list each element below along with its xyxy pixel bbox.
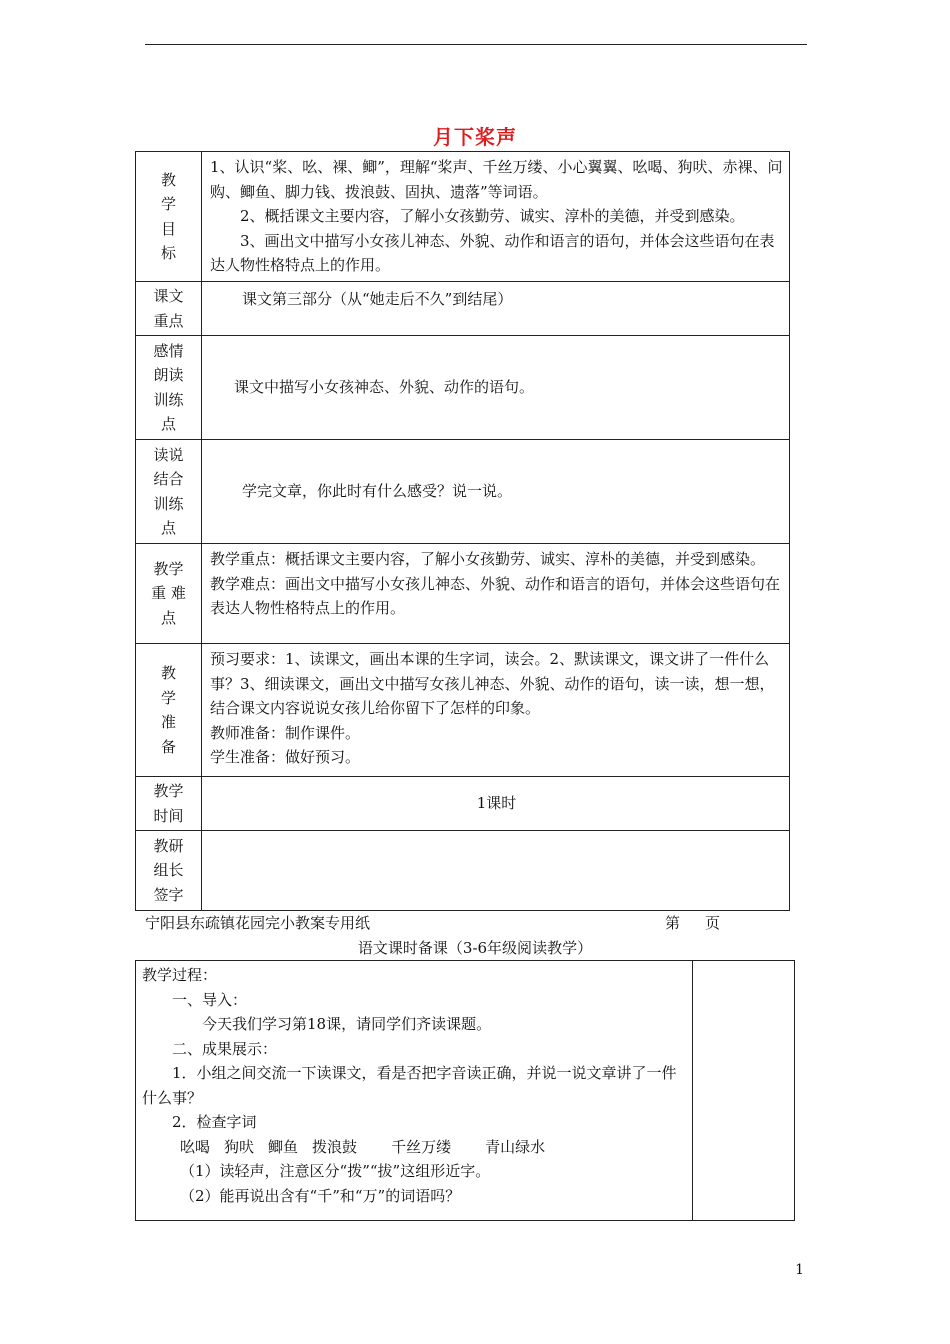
label-line: 时间 (153, 806, 184, 825)
process-heading: 教学过程： (142, 966, 218, 984)
intro-text: 今天我们学习第18课，请同学们齐读课题。 (202, 1015, 492, 1033)
label-line: 训练 (153, 390, 184, 409)
table-row (136, 440, 790, 544)
key-point: 教学重点：概括课文主要内容，了解小女孩勤劳、诚实、淳朴的美德，并受到感染。 (210, 550, 766, 568)
row-label-emotion (136, 336, 202, 440)
student-prep: 学生准备：做好预习。 (210, 748, 361, 766)
section-intro: 一、导入： (172, 990, 248, 1009)
page-number: 1 (795, 1262, 804, 1278)
goal-item-2: 2、概括课文主要内容，了解小女孩勤劳、诚实、淳朴的美德，并受到感染。 (240, 207, 745, 225)
signature-field (202, 831, 790, 911)
teacher-prep: 教师准备：制作课件。 (210, 723, 361, 742)
word: 鲫鱼 (268, 1137, 299, 1156)
preview-requirements: 预习要求：1、读课文，画出本课的生字词，读会。2、默读课文，课文讲了一件什么事？3、细读课文，画出文中描写女孩儿神态、外貌、动作的语句，读一读，想一想，结合课文内容说说女孩儿给你留下了怎样的印象。 (210, 650, 775, 717)
word: 青山绿水 (485, 1137, 546, 1156)
row-label-prep (136, 644, 202, 777)
label-line: 朗读 (153, 366, 184, 384)
section-subtitle: 语文课时备课（3-6年级阅读教学） (357, 939, 593, 957)
emotion-content: 课文中描写小女孩神态、外貌、动作的语句。 (202, 336, 790, 440)
label-line: 点 (160, 608, 176, 627)
page-footer (145, 912, 765, 933)
word-list (142, 1135, 688, 1160)
row-label-goal (136, 152, 202, 282)
word: 拨浪鼓 (312, 1137, 358, 1156)
row-label-sign (136, 831, 202, 911)
table-row (136, 831, 790, 911)
label-line: 重 难 (151, 584, 186, 603)
row-label-speak (136, 440, 202, 544)
label-line: 组长 (153, 861, 184, 880)
label-line: 训练 (153, 494, 184, 513)
question-1: （1）读轻声，注意区分“拨”“拔”这组形近字。 (180, 1162, 491, 1180)
label-line: 签字 (153, 885, 184, 904)
label-line: 点 (160, 415, 176, 433)
school-name: 宁阳县东疏镇花园完小教案专用纸 (145, 914, 371, 932)
difficult-point: 教学难点：画出文中描写小女孩儿神态、外貌、动作和语言的语句，并体会这些语句在表达人物性格特点上的作用。 (210, 574, 781, 617)
goal-content (202, 152, 790, 282)
label-line: 教 (160, 664, 176, 682)
table-row (136, 336, 790, 440)
lesson-plan-table (135, 151, 790, 911)
question-2: （2）能再说出含有“千”和“万”的词语吗？ (180, 1186, 461, 1205)
label-line: 备 (160, 737, 176, 756)
notes-column (693, 961, 795, 1221)
focus-content: 课文第三部分（从“她走后不久”到结尾） (202, 282, 790, 336)
goal-item-1: 1、认识“桨、吆、裸、鲫”，理解“桨声、千丝万缕、小心翼翼、吆喝、狗吠、赤裸、问购、鲫鱼、脚力钱、拨浪鼓、固执、遗落”等词语。 (210, 158, 783, 201)
goal-item-3: 3、画出文中描写小女孩儿神态、外貌、动作和语言的语句，并体会这些语句在表达人物性格特点上的作用。 (210, 231, 775, 274)
label-line: 教学 (153, 782, 184, 800)
row-label-focus (136, 282, 202, 336)
word: 狗吠 (224, 1137, 255, 1156)
process-content (136, 961, 693, 1221)
label-line: 标 (160, 244, 176, 262)
time-content: 1课时 (202, 777, 790, 831)
label-line: 目 (160, 219, 176, 238)
row-label-time (136, 777, 202, 831)
label-line: 读说 (153, 445, 184, 464)
table-row (136, 152, 790, 282)
table-row (136, 644, 790, 777)
label-line: 教学 (153, 559, 184, 578)
table-row (136, 282, 790, 336)
word: 千丝万缕 (391, 1137, 452, 1156)
word: 吆喝 (180, 1137, 211, 1156)
keypoints-content (202, 544, 790, 644)
teaching-process-table (135, 960, 795, 1221)
speak-content: 学完文章，你此时有什么感受？说一说。 (202, 440, 790, 544)
label-line: 学 (160, 195, 176, 213)
table-row (136, 777, 790, 831)
row-label-keypoints (136, 544, 202, 644)
prep-content (202, 644, 790, 777)
label-line: 教研 (153, 836, 184, 855)
label-line: 准 (160, 713, 176, 731)
label-line: 点 (160, 519, 176, 537)
header-rule (145, 44, 807, 45)
label-line: 重点 (153, 311, 184, 330)
table-row (136, 961, 795, 1221)
label-line: 结合 (153, 470, 184, 488)
label-line: 教 (160, 170, 176, 189)
section-results: 二、成果展示： (172, 1039, 278, 1058)
results-item-2: 2．检查字词 (172, 1113, 257, 1131)
label-line: 课文 (153, 287, 184, 305)
label-line: 学 (160, 688, 176, 707)
page-suffix: 页 (705, 914, 721, 932)
table-row (136, 544, 790, 644)
results-item-1: 1．小组之间交流一下读课文，看是否把字音读正确，并说一说文章讲了一件什么事？ (142, 1064, 677, 1107)
label-line: 感情 (153, 341, 184, 360)
page-label: 第 (665, 914, 681, 932)
page-title: 月下桨声 (433, 125, 517, 149)
